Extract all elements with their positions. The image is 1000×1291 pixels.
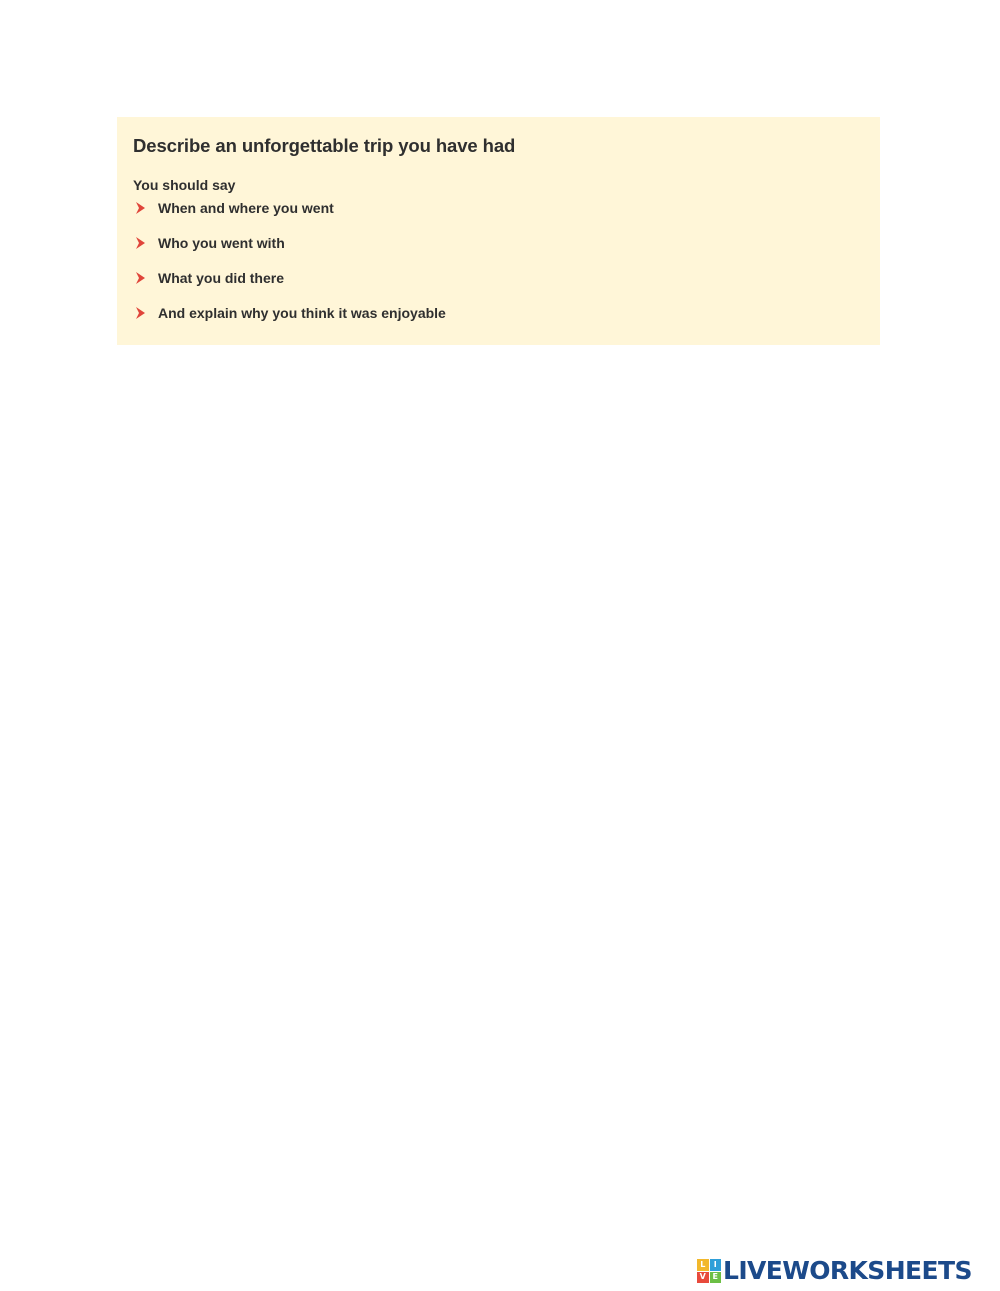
logo-block: L <box>697 1259 709 1271</box>
cue-point-text: And explain why you think it was enjoyable <box>158 305 446 321</box>
cue-card-intro: You should say <box>133 177 236 193</box>
cue-card-title: Describe an unforgettable trip you have had <box>133 135 516 156</box>
logo-wordmark: LIVEWORKSHEETS <box>723 1256 972 1285</box>
chevron-right-icon <box>135 272 145 284</box>
cue-card <box>117 117 880 345</box>
cue-point-text: Who you went with <box>158 235 285 251</box>
cue-point-text: What you did there <box>158 270 284 286</box>
chevron-right-icon <box>135 237 145 249</box>
cue-point-text: When and where you went <box>158 200 334 216</box>
live-blocks-icon <box>697 1259 721 1283</box>
chevron-right-icon <box>135 307 145 319</box>
logo-block: E <box>710 1272 722 1284</box>
cue-point <box>133 304 864 339</box>
cue-point <box>133 199 864 234</box>
liveworksheets-logo <box>697 1256 972 1286</box>
chevron-right-icon <box>135 202 145 214</box>
cue-point <box>133 269 864 304</box>
cue-point <box>133 234 864 269</box>
cue-point-list <box>133 199 864 339</box>
logo-block: I <box>710 1259 722 1271</box>
logo-block: V <box>697 1272 709 1284</box>
